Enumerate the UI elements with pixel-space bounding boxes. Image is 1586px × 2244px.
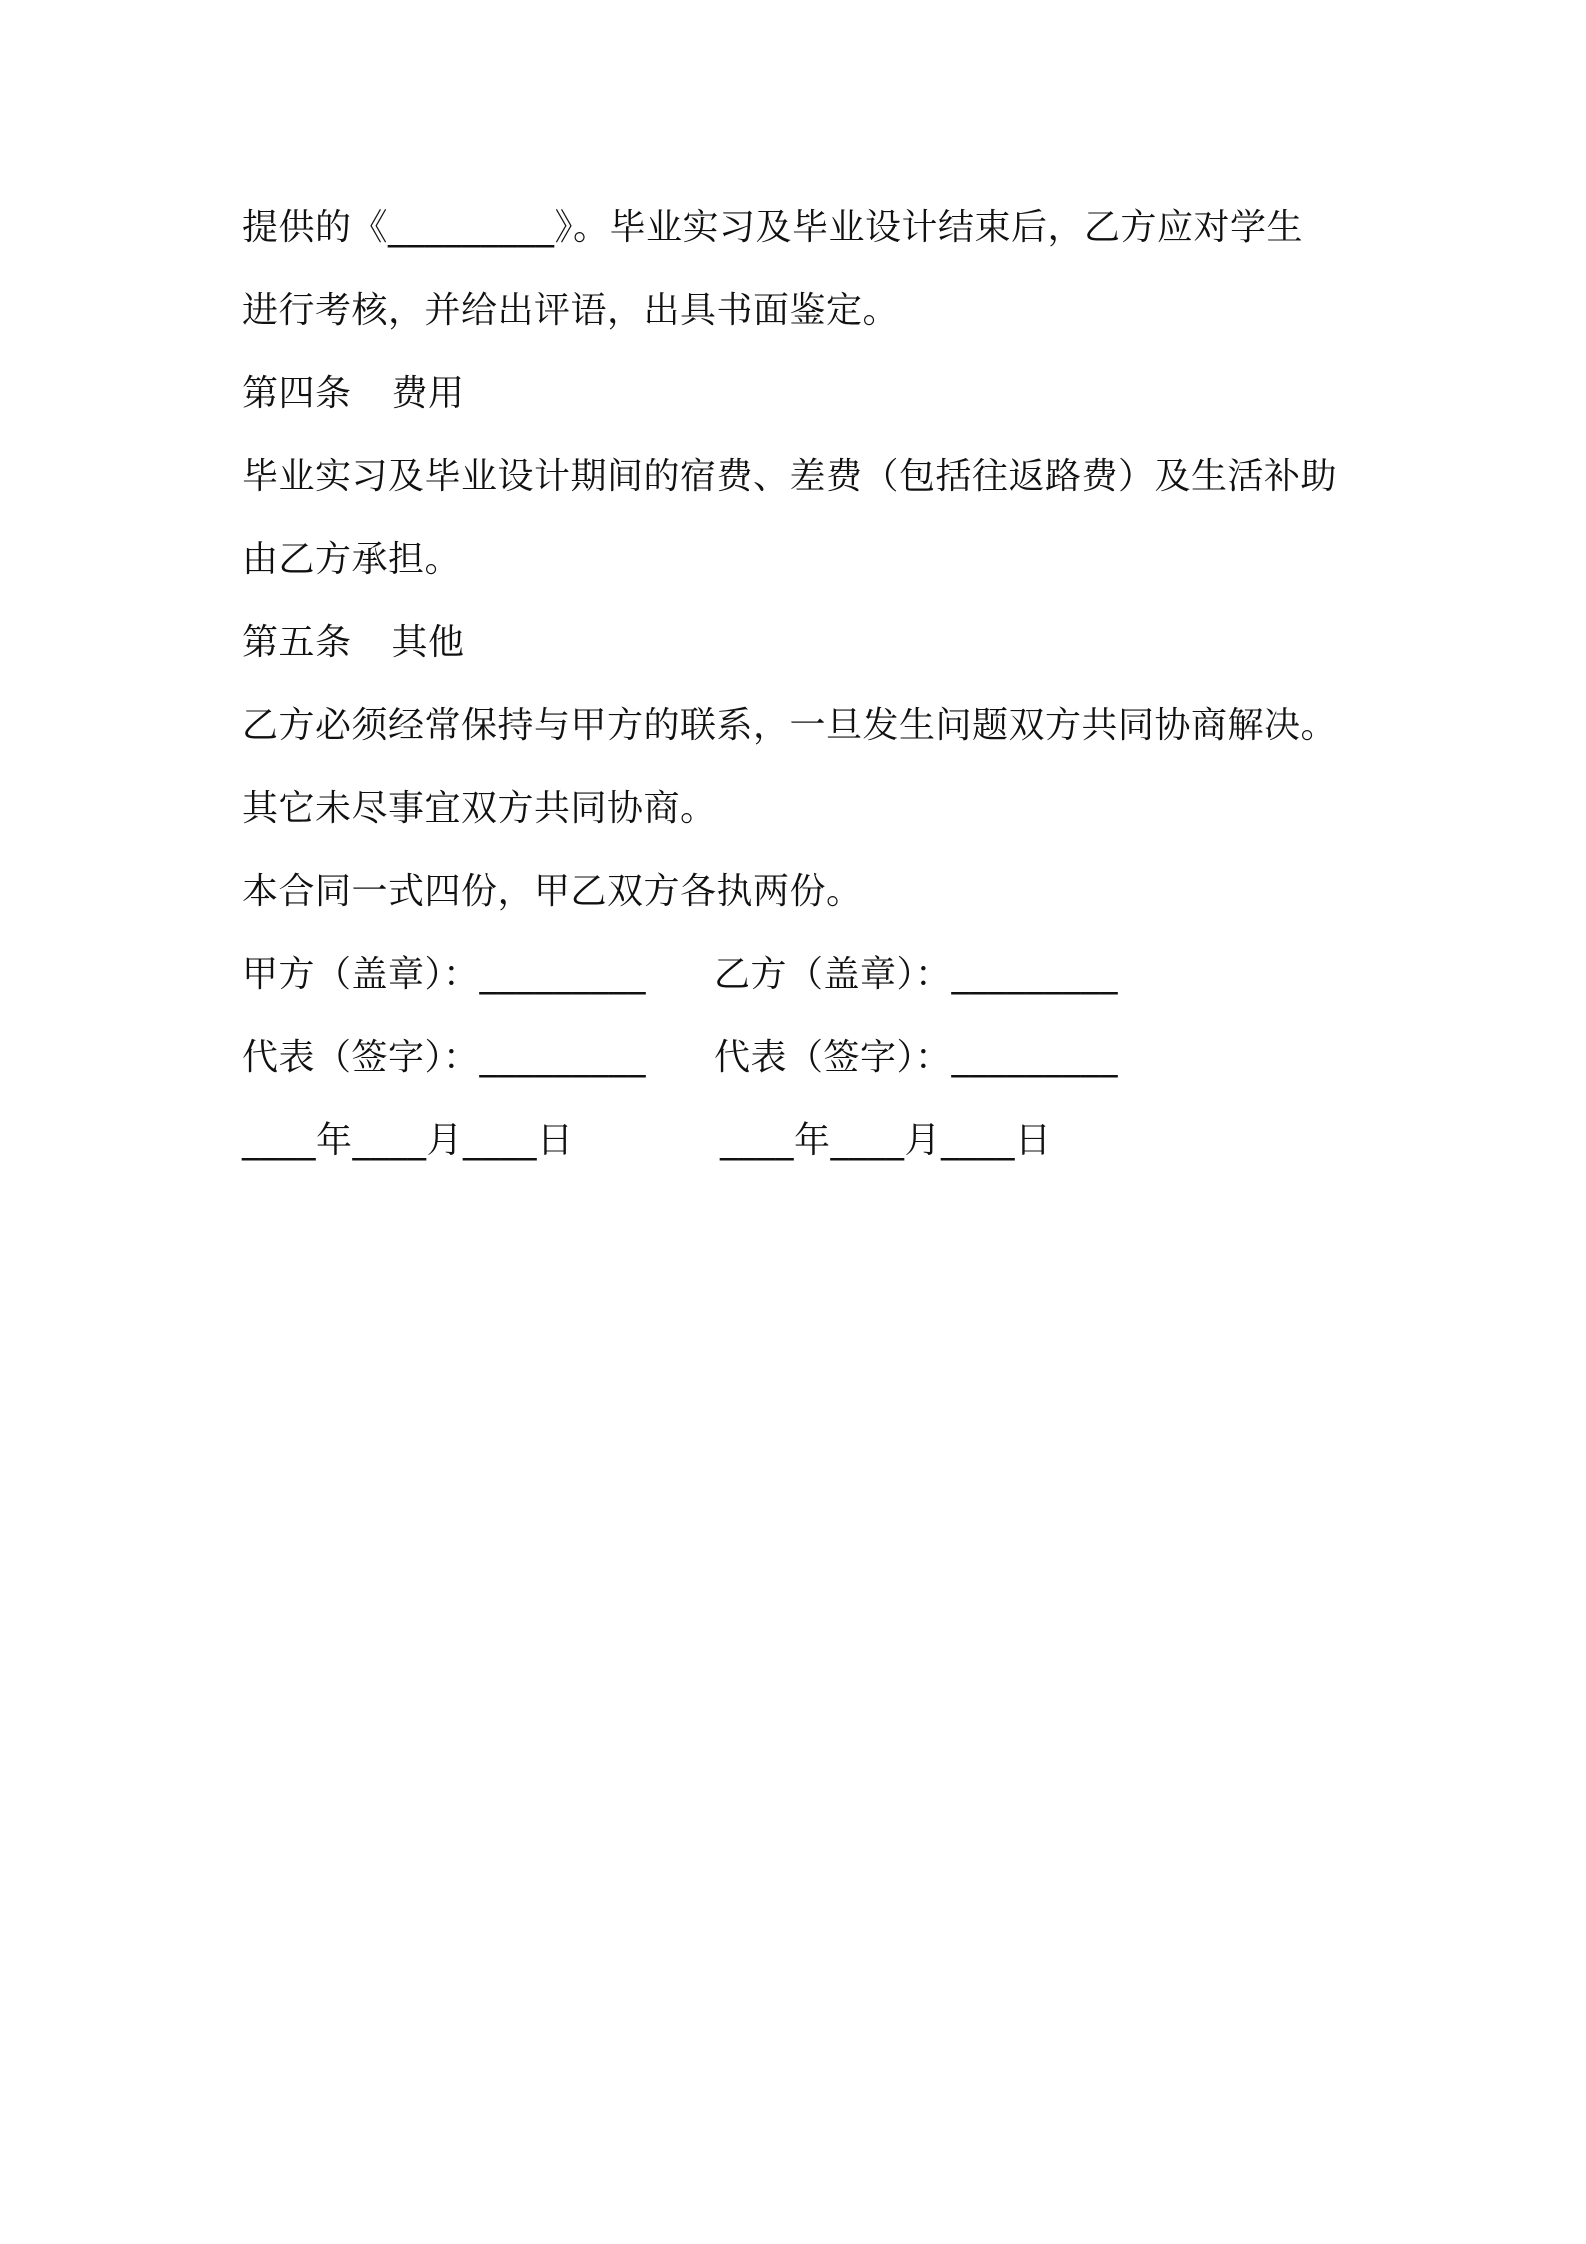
paragraph-line: 毕业实习及毕业设计期间的宿费、差费（包括往返路费）及生活补助 <box>242 456 1338 497</box>
paragraph-line: 提供的《_________》。毕业实习及毕业设计结束后，乙方应对学生 <box>242 207 1304 248</box>
article-5-title: 其他 <box>391 622 465 663</box>
article-4-number: 第四条 <box>242 373 352 414</box>
paragraph-line: 本合同一式四份，甲乙双方各执两份。 <box>242 871 863 912</box>
article-4-heading <box>242 370 465 418</box>
article-5-number: 第五条 <box>242 622 352 663</box>
article-4-title: 费用 <box>391 373 465 414</box>
paragraph-line: 由乙方承担。 <box>242 539 462 580</box>
party-b-seal-field: 乙方（盖章）：_________ <box>714 954 1119 995</box>
party-a-seal-field: 甲方（盖章）：_________ <box>242 954 647 995</box>
party-b-representative-field: 代表（签字）：_________ <box>714 1037 1119 1078</box>
party-a-date-field: ____年____月____日 <box>242 1120 574 1161</box>
paragraph-line: 进行考核，并给出评语，出具书面鉴定。 <box>242 290 900 331</box>
paragraph-line: 其它未尽事宜双方共同协商。 <box>242 788 717 829</box>
paragraph-line: 乙方必须经常保持与甲方的联系，一旦发生问题双方共同协商解决。 <box>242 705 1338 746</box>
party-a-representative-field: 代表（签字）：_________ <box>242 1037 647 1078</box>
article-5-heading <box>242 619 465 667</box>
party-b-date-field: ____年____月____日 <box>720 1120 1052 1161</box>
